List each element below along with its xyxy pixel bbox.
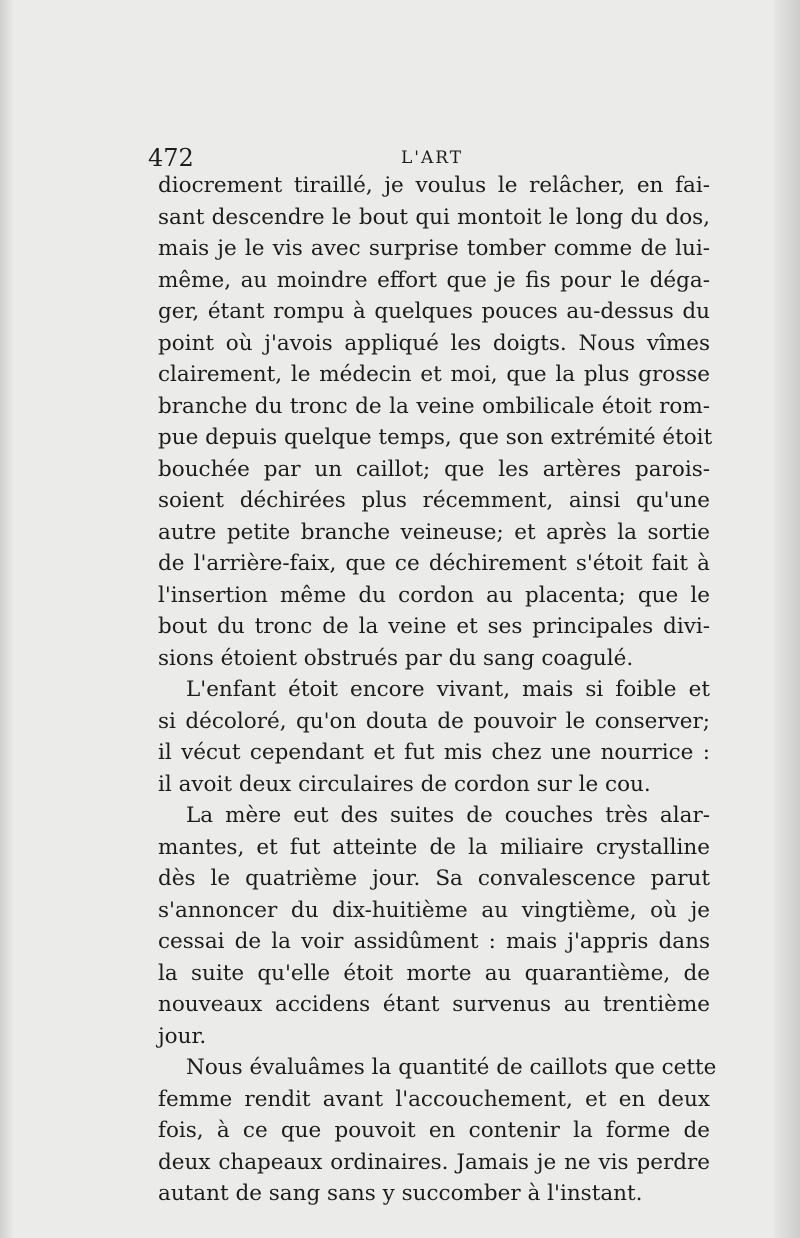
- text-line: autant de sang sans y succomber à l'instant.: [158, 1181, 643, 1206]
- text-line: diocrement tiraillé, je voulus le relâcher, en fai-: [158, 173, 710, 198]
- body-text: [158, 170, 717, 1210]
- text-line: soient déchirées plus récemment, ainsi qu'une: [158, 488, 710, 513]
- text-line: sions étoient obstrués par du sang coagulé.: [158, 645, 634, 671]
- text-line: point où j'avois appliqué les doigts. Nous vîmes: [158, 330, 710, 356]
- text-line: la suite qu'elle étoit morte au quarantième, de: [158, 960, 710, 986]
- text-line: pue depuis quelque temps, que son extrémité étoit: [158, 425, 713, 450]
- text-line: nouveaux accidens étant survenus au trentième: [158, 992, 710, 1017]
- text-line: ger, étant rompu à quelques pouces au-dessus du: [158, 299, 710, 324]
- text-line: fois, à ce que pouvoit en contenir la forme de: [158, 1118, 710, 1143]
- running-head: L'ART: [401, 148, 464, 168]
- text-line: branche du tronc de la veine ombilicale étoit rom-: [158, 393, 710, 419]
- text-line: cessai de la voir assidûment : mais j'appris dans: [158, 929, 710, 954]
- text-line: même, au moindre effort que je fis pour le déga-: [158, 267, 710, 293]
- text-line: autre petite branche veineuse; et après la sortie: [158, 519, 710, 545]
- page-number: 472: [148, 144, 194, 172]
- text-line: La mère eut des suites de couches très alar-: [186, 803, 710, 828]
- text-line: clairement, le médecin et moi, que la plus grosse: [158, 362, 710, 387]
- page-right-edge: [774, 0, 800, 1238]
- text-line: femme rendit avant l'accouchement, et en deux: [158, 1086, 710, 1112]
- text-line: sant descendre le bout qui montoit le long du dos,: [158, 204, 710, 230]
- text-line: mais je le vis avec surprise tomber comme de lui-: [158, 236, 710, 261]
- text-line: bout du tronc de la veine et ses principales divi-: [158, 614, 710, 639]
- text-line: s'annoncer du dix-huitième au vingtième, où je: [158, 897, 710, 923]
- text-line: il avoit deux circulaires de cordon sur le cou.: [158, 771, 651, 797]
- text-line: deux chapeaux ordinaires. Jamais je ne vis perdre: [158, 1149, 710, 1175]
- text-line: L'enfant étoit encore vivant, mais si foible et: [186, 677, 710, 702]
- text-line: Nous évaluâmes la quantité de caillots que cette: [186, 1055, 717, 1080]
- page-left-edge: [0, 0, 14, 1238]
- text-line: il vécut cependant et fut mis chez une nourrice :: [158, 740, 710, 765]
- text-line: bouchée par un caillot; que les artères parois-: [158, 456, 710, 482]
- text-line: jour.: [158, 1023, 207, 1049]
- text-line: l'insertion même du cordon au placenta; que le: [158, 582, 710, 608]
- text-line: dès le quatrième jour. Sa convalescence parut: [158, 866, 710, 891]
- text-line: mantes, et fut atteinte de la miliaire crystalline: [158, 834, 710, 860]
- text-line: si décoloré, qu'on douta de pouvoir le conserver;: [158, 708, 710, 734]
- text-line: de l'arrière-faix, que ce déchirement s'étoit fait à: [158, 551, 710, 576]
